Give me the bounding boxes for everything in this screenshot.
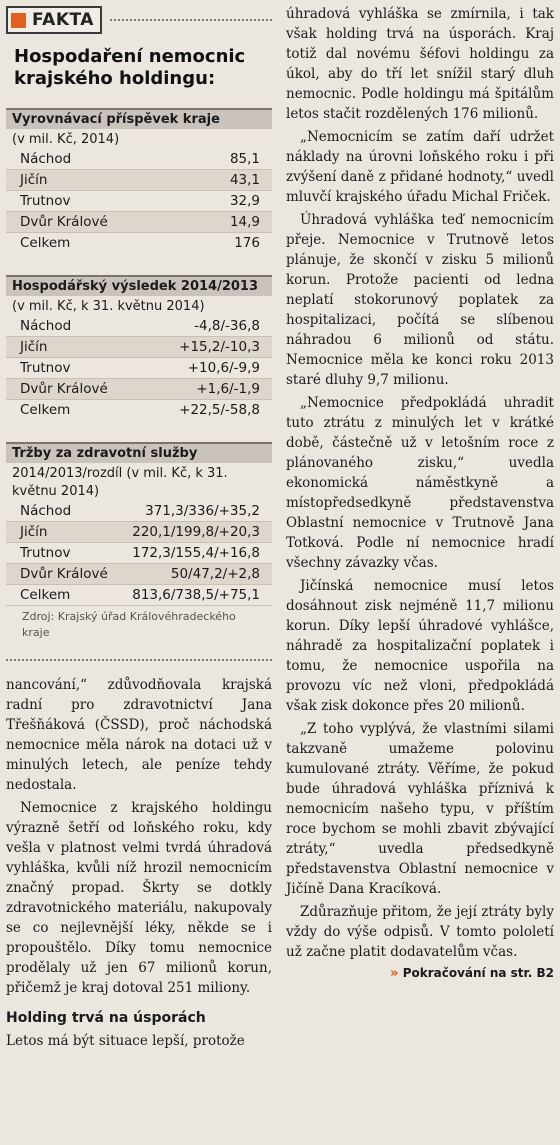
table-source: Zdroj: Krajský úřad Královéhradeckého kraje xyxy=(22,610,236,639)
row-name: Celkem xyxy=(20,235,71,251)
row-name: Dvůr Králové xyxy=(20,214,108,230)
table-row xyxy=(6,170,272,191)
row-name: Náchod xyxy=(20,318,72,334)
row-value: 14,9 xyxy=(229,214,260,230)
row-name: Trutnov xyxy=(20,545,71,561)
table-row xyxy=(6,212,272,233)
row-name: Náchod xyxy=(20,503,72,519)
box-title-text: Hospodaření nemocnic krajského holdingu xyxy=(14,46,246,89)
table-unit: (v mil. Kč, k 31. květnu 2014) xyxy=(12,299,205,314)
left-column xyxy=(6,6,272,1054)
table-row xyxy=(6,316,272,337)
row-name: Jičín xyxy=(20,339,48,355)
fakta-divider xyxy=(110,19,272,21)
row-value: 43,1 xyxy=(229,172,260,188)
table-heading: Tržby za zdravotní služby xyxy=(6,442,272,463)
table-row xyxy=(6,522,272,543)
right-article-text xyxy=(286,4,554,962)
table-row xyxy=(6,543,272,564)
row-value: +10,6/-9,9 xyxy=(187,360,260,376)
table-row xyxy=(6,191,272,212)
subheading: Holding trvá na úsporách xyxy=(6,1010,206,1026)
right-paragraph-7: Zdůrazňuje přitom, že její ztráty byly vždy do výše odpisů. V tomto pololetí už začne platit dodavatelům včas. xyxy=(286,904,554,960)
row-name: Trutnov xyxy=(20,360,71,376)
left-paragraph-2: Nemocnice z krajského holdingu výrazně šetří od loňského roku, kdy vešla v platnost velmi tvrdá úhradová vyhláška, kvůli níž hrozil nemocnicím značný propad. Škrty se dotkly zdravotnického materiálu, nakupovaly se co nejlevnější léky, někde se i propouštělo. Díky tomu nemocnice prodělaly už jen 67 milionů korun, přičemž je kraj dotoval 251 miliony. xyxy=(6,800,272,996)
row-name: Jičín xyxy=(20,524,48,540)
row-name: Náchod xyxy=(20,151,72,167)
row-value: +1,6/-1,9 xyxy=(196,381,260,397)
row-name: Dvůr Králové xyxy=(20,566,108,582)
row-name: Trutnov xyxy=(20,193,71,209)
right-paragraph-6: „Z toho vyplývá, že vlastními silami takzvaně umažeme polovinu kumulované ztráty. Věříme, že pokud bude úhradová vyhláška příznivá k nemocnicím našeho typu, v příštím roce bychom se mohli zbavit zbývající ztráty,“ uvedla předsedkyně představenstva Oblastní nemocnice v Jičíně Dana Kracíková. xyxy=(286,721,554,897)
table-row xyxy=(6,400,272,420)
box-title xyxy=(14,46,272,90)
right-paragraph-2: „Nemocnicím se zatím daří udržet náklady na úrovni loňského roku i při zvýšení daně z přidané hodnoty,“ uvedl mluvčí krajského úřadu Michal Friček. xyxy=(286,129,554,205)
fact-table xyxy=(6,442,272,641)
left-paragraph-3: Letos má být situace lepší, protože xyxy=(6,1033,245,1049)
table-row xyxy=(6,379,272,400)
row-name: Jičín xyxy=(20,172,48,188)
table-row xyxy=(6,358,272,379)
row-value: 50/47,2/+2,8 xyxy=(170,566,260,582)
table-unit: 2014/2013/rozdíl (v mil. Kč, k 31. květnu 2014) xyxy=(12,466,228,499)
table-heading: Vyrovnávací příspěvek kraje xyxy=(6,108,272,129)
row-name: Dvůr Králové xyxy=(20,381,108,397)
fakta-label: FAKTA xyxy=(32,10,94,30)
table-unit: (v mil. Kč, 2014) xyxy=(12,132,120,147)
box-bottom-divider xyxy=(6,659,272,661)
row-value: 172,3/155,4/+16,8 xyxy=(132,545,260,561)
box-title-colon: : xyxy=(207,68,216,89)
fact-table xyxy=(6,108,272,253)
row-value: -4,8/-36,8 xyxy=(194,318,260,334)
right-paragraph-4: „Nemocnice předpokládá uhradit tuto ztrátu z minulých let v krátké době, částečně už v letošním roce z plánovaného zisku,“ uvedla ekonomická náměstkyně a místopředsedkyně představenstva Oblastní nemocnice v Trutnově Jana Totková. Podle ní nemocnice hradí všechny závazky včas. xyxy=(286,395,554,571)
double-chevron-icon: » xyxy=(390,966,399,981)
row-name: Celkem xyxy=(20,587,71,603)
fakta-label-box xyxy=(6,6,102,34)
fact-table xyxy=(6,275,272,420)
row-name: Celkem xyxy=(20,402,71,418)
table-row xyxy=(6,233,272,253)
table-heading: Hospodářský výsledek 2014/2013 xyxy=(6,275,272,296)
table-row xyxy=(6,585,272,606)
fact-tables xyxy=(6,108,272,641)
left-paragraph-1: nancování,“ zdůvodňovala krajská radní pro zdravotnictví Jana Třešňáková (ČSSD), proč náchodská nemocnice měla nárok na dotaci už v minulých letech, ale peníze tehdy nedostala. xyxy=(6,677,272,793)
row-value: 32,9 xyxy=(229,193,260,209)
row-value: 85,1 xyxy=(229,151,260,167)
right-column xyxy=(286,4,554,981)
row-value: 220,1/199,8/+20,3 xyxy=(132,524,260,540)
row-value: +22,5/-58,8 xyxy=(179,402,260,418)
fakta-header xyxy=(6,6,272,34)
continuation-text: Pokračování na str. B2 xyxy=(402,966,554,980)
table-row xyxy=(6,149,272,170)
table-row xyxy=(6,564,272,585)
row-value: 371,3/336/+35,2 xyxy=(145,503,260,519)
row-value: +15,2/-10,3 xyxy=(179,339,260,355)
right-paragraph-1: úhradová vyhláška se zmírnila, i tak však holding trvá na úsporách. Kraj totiž dal novému šéfovi holdingu za úkol, aby do tří let snížil starý dluh nemocnic. Podle holdingu má špitálům letos stačit rozdělených 176 milionů. xyxy=(286,6,554,122)
right-paragraph-3: Úhradová vyhláška teď nemocnicím přeje. Nemocnice v Trutnově letos plánuje, že skončí v zisku 5 milionů korun. Protože pacienti od ledna neplatí stokorunový poplatek za hospitalizaci, počítá se slíbenou náhradou 6 milionů od státu. Nemocnice měla ke konci roku 2013 staré dluhy 9,7 milionu. xyxy=(286,212,554,388)
table-row xyxy=(6,501,272,522)
continuation-note[interactable] xyxy=(286,966,554,981)
right-paragraph-5: Jičínská nemocnice musí letos dosáhnout zisk nejméně 11,7 milionu korun. Díky lepší úhradové vyhlášce, náhradě za hospitalizační poplatek i tomu, že nemocnice uspořila na provozu víc než vloni, předpokládá však zisk dokonce přes 20 milionů. xyxy=(286,578,554,714)
row-value: 176 xyxy=(234,235,260,251)
table-row xyxy=(6,337,272,358)
left-article-text xyxy=(6,675,272,1051)
fakta-square-icon xyxy=(11,13,26,28)
row-value: 813,6/738,5/+75,1 xyxy=(132,587,260,603)
